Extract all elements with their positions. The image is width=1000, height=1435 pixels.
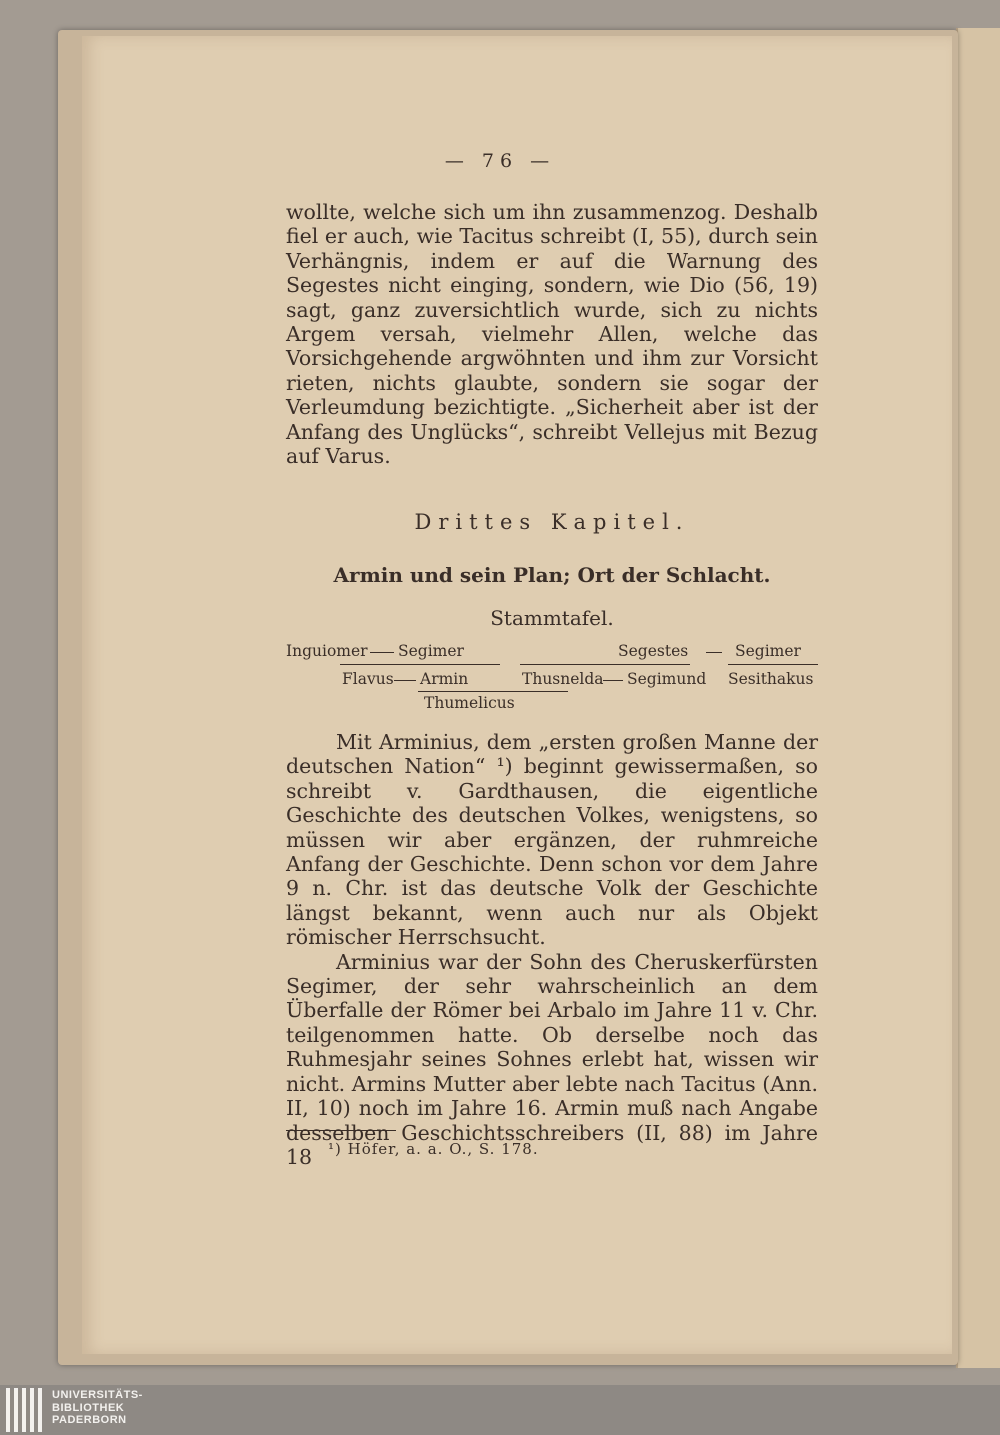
- tree-segimer-1: Segimer: [398, 642, 464, 660]
- paragraph-2: Mit Arminius, dem „ersten großen Manne der deutschen Nation“ ¹) beginnt gewissermaßen, so schreibt v. Gardthausen, die eigentliche Geschichte des deutschen Volkes, wenigstens, so müssen wir aber ergänzen, der ruhmreiche Anfang der Geschichte. Denn schon vor dem Jahre 9 n. Chr. ist das deutsche Volk der Geschichte längst bekannt, wenn auch nur als Objekt römischer Herrschsucht.: [286, 730, 818, 950]
- tree-thusnelda: Thusnelda: [522, 670, 604, 688]
- tree-inguiomer: Inguiomer: [286, 642, 368, 660]
- tree-line-child: [418, 691, 568, 692]
- footnote-rule: [286, 1130, 396, 1131]
- logo-line-3: PADERBORN: [52, 1414, 127, 1426]
- tree-line-children-2: [520, 664, 690, 665]
- library-logo-icon: [6, 1388, 44, 1432]
- tree-line-children-3: [728, 664, 818, 665]
- chapter-subtitle: Armin und sein Plan; Ort der Schlacht.: [333, 563, 771, 587]
- paragraph-1: wollte, welche sich um ihn zusammenzog. Deshalb fiel er auch, wie Tacitus schreibt (I, 55), durch sein Verhängnis, indem er auf die Warnung des Segestes nicht einging, sondern, wie Dio (56, 19) sagt, ganz zuversichtlich wurde, sich zu nichts Argem versah, vielmehr Allen, welche das Vorsichgehende argwöhnten und ihm zur Vorsicht rieten, nichts glaubte, sondern sie sogar der Verleumdung bezichtigte. „Sicherheit aber ist der Anfang des Unglücks“, schreibt Vellejus mit Bezug auf Varus.: [286, 200, 818, 469]
- tree-armin: Armin: [420, 670, 469, 688]
- tree-segimer-2: Segimer: [735, 642, 801, 660]
- tree-segimund: Segimund: [627, 670, 707, 688]
- tree-sesithakus: Sesithakus: [728, 670, 814, 688]
- tree-line-siblings-3: [603, 680, 623, 681]
- tree-line-children-1: [340, 664, 500, 665]
- main-text: [286, 730, 818, 1169]
- paragraph-3: Arminius war der Sohn des Cheruskerfürsten Segimer, der sehr wahrscheinlich an dem Überfalle der Römer bei Arbalo im Jahre 11 v. Chr. teilgenommen hatte. Ob derselbe noch das Ruhmesjahr seines Sohnes erlebt hat, wissen wir nicht. Armins Mutter aber lebte nach Tacitus (Ann. II, 10) noch im Jahre 16. Armin muß nach Angabe desselben Geschichtsschreibers (II, 88) im Jahre 18: [286, 949, 818, 1169]
- tree-segestes: Segestes: [618, 642, 689, 660]
- page-number: — 76 —: [444, 150, 556, 172]
- tree-line-brothers: [394, 680, 416, 681]
- logo-line-2: BIBLIOTHEK: [52, 1401, 125, 1414]
- tree-thumelicus: Thumelicus: [424, 694, 515, 712]
- library-logo-text: [52, 1389, 143, 1427]
- footer-bar: [0, 1385, 1000, 1435]
- facing-page-edge: [956, 28, 1000, 1368]
- logo-line-1: UNIVERSITÄTS-: [52, 1389, 143, 1401]
- tree-line-sibling: [370, 652, 394, 653]
- chapter-title: Drittes Kapitel.: [414, 510, 690, 534]
- paragraph-continued: [286, 200, 818, 468]
- family-tree-title: Stammtafel.: [490, 606, 614, 630]
- footnote: ¹) Höfer, a. a. O., S. 178.: [328, 1140, 539, 1158]
- tree-line-sibling-2: [706, 652, 722, 653]
- tree-flavus: Flavus: [342, 670, 394, 688]
